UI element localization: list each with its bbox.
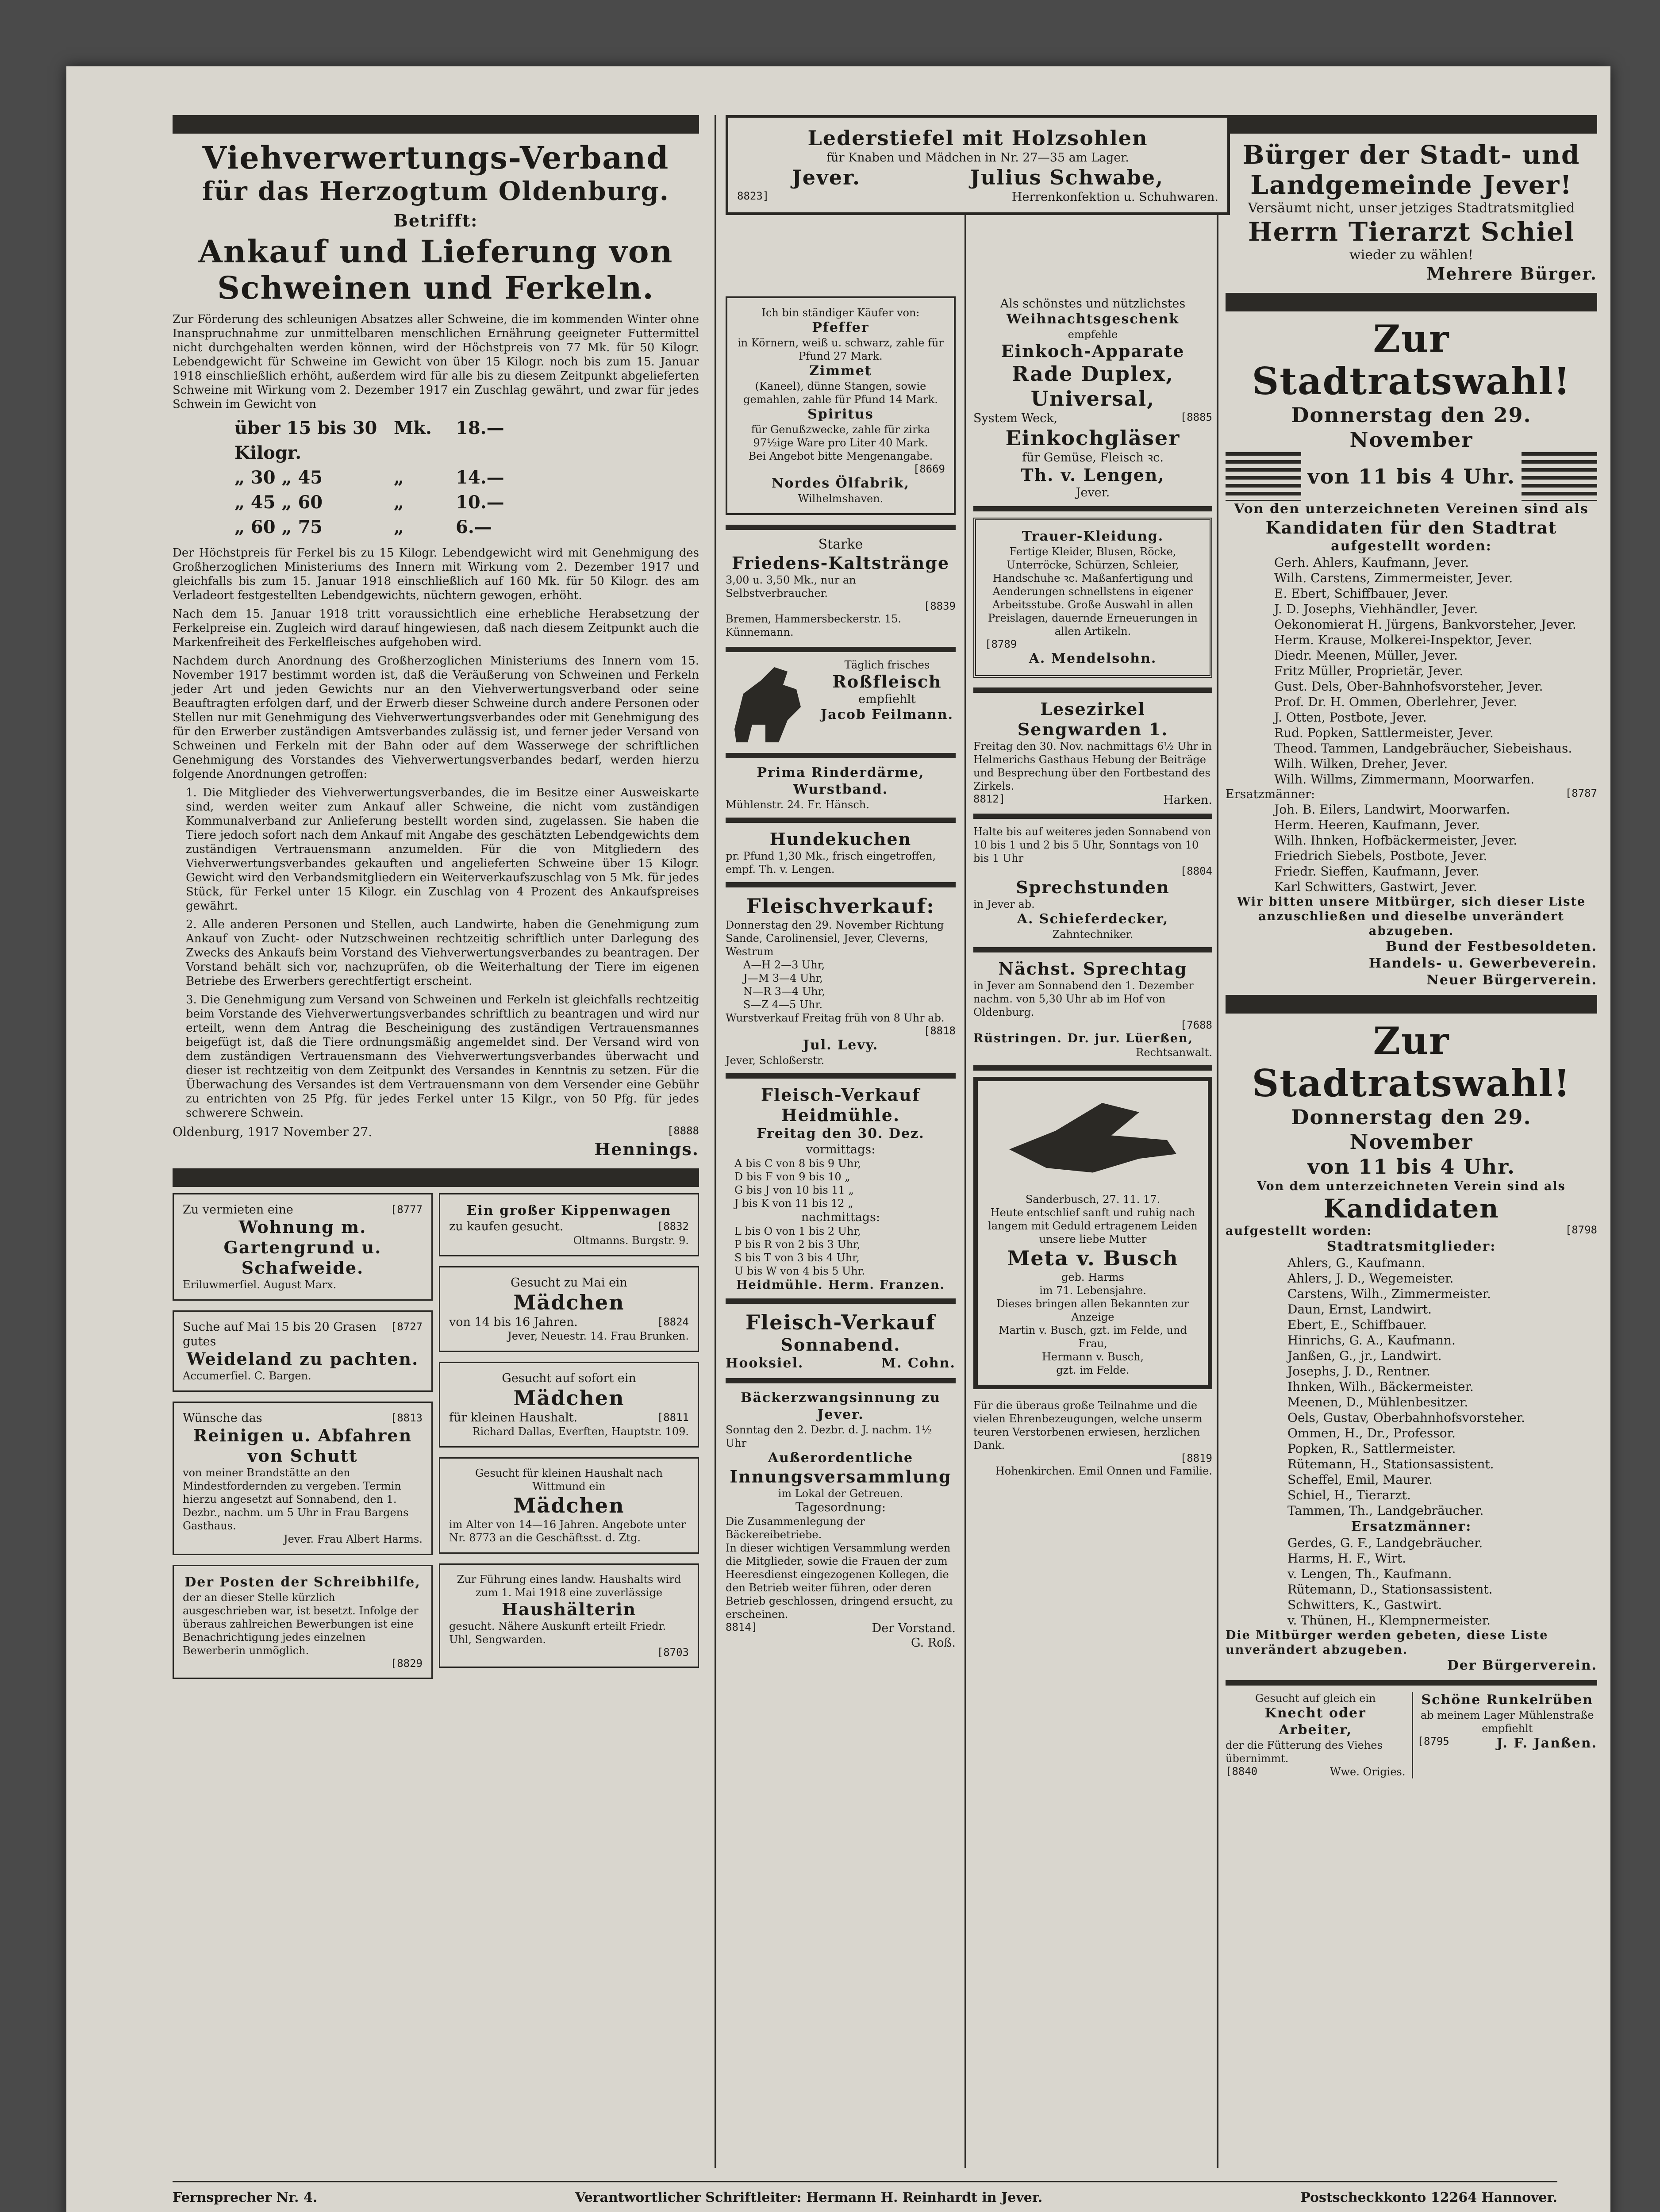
price-row: „ 30 „ 45 „ 14.— [234,467,504,488]
price-row: „ 60 „ 75 „ 6.— [234,517,492,538]
ad-friedens: Starke Friedens-Kaltstränge 3,00 u. 3,50 Mk., nur an Selbstverbraucher. [8839 Bremen, Hammersbeckerstr. 15. Künnemann. [726,537,956,638]
decorative-stripes [1226,452,1301,501]
divider [726,525,956,530]
notice-item: 2. Alle anderen Personen und Stellen, auch Landwirte, haben die Genehmigung zum Ankauf von Zucht- oder Nutzschweinen rechtzeitig schriftlich unter Darlegung des Zwecks des Ankaufs beim Vorstand des Viehverwertungsverbandes zu beantragen. Der Vorstand behält sich vor, nachzuprüfen, ob die Weiterhaltung der Tiere im eigenen Betriebe des Erwerbers gerechtfertigt erscheint. [186,918,699,988]
ad-sprechtag: Nächst. Sprechtag in Jever am Sonnabend den 1. Dezember nachm. von 5,30 Uhr ab im Hof von Oldenburg. [7688 Rüstringen. Dr. jur. Lüerßen, Rechtsanwalt. [973,959,1212,1059]
ad-rossfleisch: Täglich frisches Roßfleisch empfiehlt Jacob Feilmann. [726,658,956,747]
death-notice: Sanderbusch, 27. 11. 17. Heute entschlief sanft und ruhig nach langem mit Geduld ertragenem Leiden unsere liebe Mutter Meta v. Busch geb. Harms im 71. Lebensjahre. Dieses bringen allen Bekannten zur Anzeige Martin v. Busch, gzt. im Felde, und Frau, Hermann v. Busch, gzt. im Felde. [973,1077,1212,1389]
verband-title: Viehverwertungs-Verband [202,139,669,176]
price-row: über 15 bis 30 Kilogr. Mk. 18.— [234,418,504,463]
ad-fleischverkauf-hooksiel: Fleisch-Verkauf Sonnabend. Hooksiel. M. Cohn. [726,1310,956,1371]
ad-hundekuchen: Hundekuchen pr. Pfund 1,30 Mk., frisch eingetroffen, empf. Th. v. Lengen. [726,829,936,876]
column-rule [715,115,716,2168]
schiel-name: Herrn Tierarzt Schiel [1248,217,1575,247]
election-ad-1: Zur Stadtratswahl! Donnerstag den 29. November von 11 bis 4 Uhr. Von den unterzeichneten Vereinen sind als Kandidaten für den Stadtrat aufgestellt worden: Gerh. Ahlers, Kaufmann, Jever. Wilh. Carstens, Zimmermeister, Jever. E. Ebert, Schiffbauer, Jever. J. D. Josephs, Viehhändler, Jever. Oekonomierat H. Jürgens, Bankvorsteher, Jever. Herm. Krause, Molkerei-Inspektor, Jever. Diedr. Meenen, Müller, Jever. Fritz Müller, Proprietär, Jever. Gust. Dels, Ober-Bahnhofsvorsteher, Jever. Prof. Dr. H. Ommen, Oberlehrer, Jever. J. Otten, Postbote, Jever. Rud. Popken, Sattlermeister, Jever. Theod. Tammen, Landgebräucher, Siebeishaus. Wilh. Wilken, Dreher, Jever. Wilh. Willms, Zimmermann, Moorwarfen. Ersatzmänner: [8787 Joh. B. Eilers, Landwirt, Moorwarfen. Herm. Heeren, Kaufmann, Jever. Wilh. Ihnken, Hofbäckermeister, Jever. Friedrich Siebels, Postbote, Jever. Friedr. Sieffen, Kaufmann, Jever. Karl Schwitters, Gastwirt, Jever. Wir bitten unsere Mitbürger, sich dieser Liste anzuschließen und dieselbe unverändert abzugeben. Bund der Festbesoldeten. Handels- u. Gewerbeverein. Neuer Bürgerverein. [1226,317,1597,988]
substitute-list: Joh. B. Eilers, Landwirt, Moorwarfen. Herm. Heeren, Kaufmann, Jever. Wilh. Ihnken, Hofbäckermeister, Jever. Friedrich Siebels, Postbote, Jever. Friedr. Sieffen, Kaufmann, Jever. Karl Schwitters, Gastwirt, Jever. [1274,802,1518,894]
divider [173,1168,699,1187]
ad-schreibhilfe: Der Posten der Schreibhilfe, der an dieser Stelle kürzlich ausgeschrieben war, ist besetzt. Infolge der überaus zahlreichen Bewerbungen ist eine Benachrichtigung jedes einzelnen Bewerberin unmöglich. [8829 [173,1565,433,1679]
ad-maedchen-2: Gesucht auf sofort ein Mädchen für kleinen Haushalt. [8811 Richard Dallas, Everften, Hauptstr. 109. [439,1362,699,1448]
column-rule [964,115,966,2168]
election-ad-2: Zur Stadtratswahl! Donnerstag den 29. November von 11 bis 4 Uhr. Von dem unterzeichneten Verein sind als Kandidaten aufgestellt worden: [8798 Stadtratsmitglieder: Ahlers, G., Kaufmann. Ahlers, J. D., Wegemeister. Carstens, Wilh., Zimmermeister. Daun, Ernst, Landwirt. Ebert, E., Schiffbauer. Hinrichs, G. A., Kaufmann. Janßen, G., jr., Landwirt. Josephs, J. D., Rentner. Ihnken, Wilh., Bäckermeister. Meenen, D., Mühlenbesitzer. Oels, Gustav, Oberbahnhofsvorsteher. Ommen, H., Dr., Professor. Popken, R., Sattlermeister. Rütemann, H., Stationsassistent. Scheffel, Emil, Maurer. Schiel, H., Tierarzt. Tammen, Th., Landgebräucher. Ersatzmänner: Gerdes, G. F., Landgebräucher. Harms, H. F., Wirt. v. Lengen, Th., Kaufmann. Rütemann, D., Stationsassistent. Schwitters, K., Gastwirt. v. Thünen, H., Klempnermeister. Die Mitbürger werden gebeten, diese Liste unverändert abzugeben. Der Bürgerverein. [1226,1019,1597,1673]
price-row: „ 45 „ 60 „ 10.— [234,492,504,513]
ad-wohnung: Zu vermieten eine [8777 Wohnung m. Gartengrund u. Schafweide. Eriluwmerſiel. August Marx. [173,1193,433,1301]
ad-haushaelterin: Zur Führung eines landw. Haushalts wird zum 1. Mai 1918 eine zuverlässige Haushälterin gesucht. Nähere Auskunft erteilt Friedr. Uhl, Sengwarden. [8703 [439,1563,699,1668]
footer [173,2190,1557,2205]
ad-pfeffer: Ich bin ständiger Käufer von: Pfeffer in Körnern, weiß u. schwarz, zahle für Pfund 27 Mark. Zimmet (Kaneel), dünne Stangen, sowie gemahlen, zahle für Pfund 14 Mark. Spiritus für Genußzwecke, zahle für zirka 97½ige Ware pro Liter 40 Mark. Bei Angebot bitte Mengenangabe. [8669 Nordes Ölfabrik, Wilhelmshaven. [726,296,956,515]
divider [726,818,956,823]
dove-illustration [1000,1094,1186,1187]
divider [726,647,956,652]
column-3 [973,296,1212,1478]
ad-fleischverkauf-1: Fleischverkauf: Donnerstag den 29. November Richtung Sande, Carolinensiel, Jever, Cleverns, Westrum A—H 2—3 Uhr, J—M 3—4 Uhr, N—R 3—4 Uhr, S—Z 4—5 Uhr. Wurstverkauf Freitag früh von 8 Uhr ab. [8818 Jul. Levy. Jever, Schloßerstr. [726,894,956,1067]
small-ads [173,1193,699,1689]
divider [726,882,956,887]
notice-headline: Ankauf und Lieferung von Schweinen und Ferkeln. [198,233,673,306]
ad-knecht: Gesucht auf gleich ein Knecht oder Arbeiter, der die Fütterung des Viehes übernimmt. [8840 Wwe. Origies. [1226,1692,1406,1778]
ad-runkelrueben: Schöne Runkelrüben ab meinem Lager Mühlenstraße empfiehlt [8795 J. F. Janßen. [1412,1692,1598,1778]
ad-weihnachtsgeschenk: Als schönstes und nützlichstes Weihnachtsgeschenk empfehle Einkoch-Apparate Rade Duplex, Universal, System Weck, [8885 Einkochgläser für Gemüse, Fleisch ꝛc. Th. v. Lengen, Jever. [973,297,1212,499]
divider [973,687,1212,693]
substitute-list: Gerdes, G. F., Landgebräucher. Harms, H. F., Wirt. v. Lengen, Th., Kaufmann. Rütemann, D., Stationsassistent. Schwitters, K., Gastwirt. v. Thünen, H., Klempnermeister. [1287,1536,1493,1628]
small-ads-right [439,1193,699,1689]
divider [173,115,699,134]
ad-kippenwagen: Ein großer Kippenwagen zu kaufen gesucht. [8832 Oltmanns. Burgstr. 9. [439,1193,699,1256]
notice-item: 1. Die Mitglieder des Viehverwertungsverbandes, die im Besitze einer Ausweiskarte sind, werden weiter zum Ankauf aller Schweine, die nicht vom zuständigen Kommunalverband zur Anlieferung bestellt worden sind, zugelassen. Sie haben die Tiere jedoch sofort nach dem Ankauf mit Angabe des geschätzten Lebendgewichts dem zuständigen Vertrauensmann anzumelden. Für die von Mitgliedern des Viehverwertungsverbandes gekauften und angelieferten Schweine über 15 Kilogr. Gewicht wird den Verbandsmitgliedern ein Weiterverkaufszuschlag von 5 Mk. für jedes Stück, für Ferkel unter 15 Kilogr. ein Zuschlag von 4 Prozent des Ankaufspreises gewährt. [186,786,699,913]
divider [973,506,1212,511]
footer-rule [173,2181,1557,2182]
ad-fleischverkauf-heidmuehle: Fleisch-Verkauf Heidmühle. Freitag den 30. Dez. vormittags: A bis C von 8 bis 9 Uhr, D bis F von 9 bis 10 „ G bis J von 10 bis 11 „ J bis K von 11 bis 12 „ nachmittags: L bis O von 1 bis 2 Uhr, P bis R von 2 bis 3 Uhr, S bis T von 3 bis 4 Uhr, U bis W von 4 bis 5 Uhr. Heidmühle. Herm. Franzen. [734,1085,945,1292]
notice-item: 3. Die Genehmigung zum Versand von Schweinen und Ferkeln ist gleichfalls rechtzeitig beim Vorstande des Viehverwertungsverbandes schriftlich zu beantragen und wird nur erteilt, wenn dem Antrag die Bescheinigung des zuständigen Vertrauensmannes beigefügt ist, daß die Tiere ordnungsmäßig angemeldet sind. Der Versand wird von dem zuständigen Vertrauensmann des Viehverwertungsverbandes überwacht und dieser ist rechtzeitig von dem Zeitpunkt des Versandes in Kenntnis zu setzen. Für die Überwachung des Versandes ist dem Vertrauensmann von dem Versender eine Gebühr zu entrichten von 25 Pfg. für jedes Ferkel unter 15 Kilgr., von 50 Pfg. für jedes schwerere Schwein. [186,993,699,1120]
signature: Hennings. [594,1139,699,1159]
column-4: Bürger der Stadt- und Landgemeinde Jever! Versäumt nicht, unser jetziges Stadtratsmitglied Herrn Tierarzt Schiel wieder zu wählen! Mehrere Bürger. Zur Stadtratswahl! Donnerstag den 29. November von 11 bis 4 Uhr. Von den unterzeichneten Vereinen sind als Kandidaten für den Stadtrat aufgestellt worden: Gerh. Ahlers, Kaufmann, Jever. Wilh. Carstens, Zimmermeister, Jever. E. Ebert, Schiffbauer, Jever. J. D. Josephs, Viehhändler, Jever. Oekonomierat H. Jürgens, Bankvorsteher, Jever. Herm. Krause, Molkerei-Inspektor, Jever. Diedr. Meenen, Müller, Jever. Fritz Müller, Proprietär, Jever. Gust. Dels, Ober-Bahnhofsvorsteher, Jever. Prof. Dr. H. Ommen, Oberlehrer, Jever. J. Otten, Postbote, Jever. Rud. Popken, Sattlermeister, Jever. Theod. Tammen, Landgebräucher, Siebeishaus. Wilh. Wilken, Dreher, Jever. Wilh. Willms, Zimmermann, Moorwarfen. Ersatzmänner: [8787 Joh. B. Eilers, Landwirt, Moorwarfen. Herm. Heeren, Kaufmann, Jever. Wilh. Ihnken, Hofbäckermeister, Jever. Friedrich Siebels, Postbote, Jever. Friedr. Sieffen, Kaufmann, Jever. Karl Schwitters, Gastwirt, Jever. Wir bitten unsere Mitbürger, sich dieser Liste anzuschließen und dieselbe unverändert abzugeben. Bund der Festbesoldeten. Handels- u. Gewerbeverein. Neuer Bürgerverein. Zur Stadtratswahl! Donnerstag den 29. November von 11 bis 4 Uhr. Von dem unterzeichneten Verein sind als Kandidaten aufgestellt worden: [8798 Stadtratsmitglieder: Ahlers, G., Kaufmann. Ahlers, J. D., Wegemeister. Carstens, Wilh., Zimmermeister. Daun, Ernst, Landwirt. Ebert, E., Schiffbauer. Hinrichs, G. A., Kaufmann. Janßen, G., jr., Landwirt. Josephs, J. D., Rentner. Ihnken, Wilh., Bäckermeister. Meenen, D., Mühlenbesitzer. Oels, Gustav, Oberbahnhofsvorsteher. Ommen, H., Dr., Professor. Popken, R., Sattlermeister. Rütemann, H., Stationsassistent. Scheffel, Emil, Maurer. Schiel, H., Tierarzt. Tammen, Th., Landgebräucher. Ersatzmänner: Gerdes, G. F., Landgebräucher. Harms, H. F., Wirt. v. Lengen, Th., Kaufmann. Rütemann, D., Stationsassistent. Schwitters, K., Gastwirt. v. Thünen, H., Klempnermeister. Die Mitbürger werden gebeten, diese Liste unverändert abzugeben. Der Bürgerverein. Gesucht auf gleich ein Knecht oder Arbeiter, der die Fütterung des Viehes übernimmt. [8840 Wwe. Origies. Schöne Runkelrüben ab meinem Lager Mühlenstraße empfiehlt [8795 J. F. Janßen. [1226,115,1597,1778]
notice-paragraph: Der Höchstpreis für Ferkel bis zu 15 Kilogr. Lebendgewicht wird mit Genehmigung des Großherzoglichen Ministeriums des Innern mit Wirkung vom 2. Dezember 1917 und gleichfalls bis zum 15. Januar 1918 einschließlich auf 160 Mk. für 50 Kilogr. des am Verladeort festgestellten Lebendgewichts, nüchtern gewogen, erhöht. [173,546,699,602]
ad-maedchen-3: Gesucht für kleinen Haushalt nach Wittmund ein Mädchen im Alter von 14—16 Jahren. Angebote unter Nr. 8773 an die Geschäftsst. d. Ztg. [439,1457,699,1554]
footer-phone: Fernsprecher Nr. 4. [173,2190,318,2205]
ad-sprechstunden: Halte bis auf weiteres jeden Sonnabend von 10 bis 1 und 2 bis 5 Uhr, Sonntags von 10 bis 1 Uhr [8804 Sprechstunden in Jever ab. A. Schieferdecker, Zahntechniker. [973,826,1212,941]
dateline-row [173,1125,699,1139]
divider [973,947,1212,952]
divider [726,1298,956,1304]
ad-baeckerinnung: Bäckerzwangsinnung zu Jever. Sonntag den 2. Dezbr. d. J. nachm. 1½ Uhr Außerordentliche Innungsversammlung im Lokal der Getreuen. Tagesordnung: Die Zusammenlegung der Bäckereibetriebe. In dieser wichtigen Versammlung werden die Mitglieder, sowie die Frauen der zum Heeresdienst eingezogenen Kollegen, die den Betrieb weiter führen, oder deren Betrieb geschlossen, dringend ersucht, zu erscheinen. 8814] Der Vorstand. G. Roß. [726,1390,956,1650]
notice-paragraph: Nachdem durch Anordnung des Großherzoglichen Ministeriums des Innern vom 15. November 1917 bestimmt worden ist, daß die Veräußerung von Schweinen und Ferkeln jeder Art und jeden Gewichts nur an den Viehverwertungsverband oder seine Beauftragten erfolgen darf, und der Erwerb dieser Schweine durch andere Personen oder Stellen nur mit Genehmigung des Viehverwertungsverbandes oder mit Genehmigung des für den Erwerber zuständigen Amtsverbandes zulässig ist, und ferner jeder Versand von Schweinen und Ferkeln mit der Bahn oder auf dem Wasserwege der schriftlichen Genehmigung des Vorstandes des Viehverwertungsverbandes bedarf, werden hierzu folgende Anordnungen getroffen: [173,654,699,781]
ad-trauerkleidung: Trauer-Kleidung. Fertige Kleider, Blusen, Röcke, Unterröcke, Schürzen, Schleier, Handschuhe ꝛc. Maßanfertigung und Aenderungen schnellstens in eigener Arbeitsstube. Große Auswahl in allen Preislagen, dauernde Erneuerungen in allen Artikeln. [8789 A. Mendelsohn. [973,518,1212,678]
newspaper-page [66,66,1610,2212]
divider [1226,1680,1597,1686]
verband-subtitle: für das Herzogtum Oldenburg. [202,176,670,206]
footer-postcheck: Postscheckkonto 12264 Hannover. [1300,2190,1557,2205]
betrifft-label: Betrifft: [393,211,478,230]
divider [1226,115,1597,134]
divider [726,1378,956,1383]
divider [726,753,956,758]
thanks-notice: Für die überaus große Teilnahme und die vielen Ehrenbezeugungen, welche unserm teuren Verstorbenen erwiesen, herzlichen Dank. [8819 Hohenkirchen. Emil Onnen und Familie. [973,1399,1212,1477]
candidate-list: Ahlers, G., Kaufmann. Ahlers, J. D., Wegemeister. Carstens, Wilh., Zimmermeister. Daun, Ernst, Landwirt. Ebert, E., Schiffbauer. Hinrichs, G. A., Kaufmann. Janßen, G., jr., Landwirt. Josephs, J. D., Rentner. Ihnken, Wilh., Bäckermeister. Meenen, D., Mühlenbesitzer. Oels, Gustav, Oberbahnhofsvorsteher. Ommen, H., Dr., Professor. Popken, R., Sattlermeister. Rütemann, H., Stationsassistent. Scheffel, Emil, Maurer. Schiel, H., Tierarzt. Tammen, Th., Landgebräucher. [1287,1256,1525,1518]
notice-intro: Zur Förderung des schleunigen Absatzes aller Schweine, die im kommenden Winter ohne Inanspruchnahme zur unmittelbaren menschlichen Ernährung geeigneter Futtermittel nicht durchgehalten werden können, wird der Höchstpreis von 77 Mk. für 50 Kilogr. Lebendgewicht für Schweine im Gewicht von über 15 Kilogr. noch bis zum 15. Januar 1918 einschließlich erhöht, außerdem wird für alle bis zu diesem Zeitpunkt abgelieferten Schweine mit Wirkung vom 2. Dezember 1917 ein Zuschlag gewährt, und zwar für jedes Schwein im Gewicht von [173,313,699,411]
ref-number: [8888 [667,1125,699,1137]
ad-schutt: Wünsche das [8813 Reinigen u. Abfahren von Schutt von meiner Brandstätte an den Mindestfordernden zu vergeben. Termin hierzu angesetzt auf Sonnabend, den 1. Dezbr., nachm. um 5 Uhr in Frau Bargens Gasthaus. Jever. Frau Albert Harms. [173,1402,433,1555]
ad-lesezirkel: Lesezirkel Sengwarden 1. Freitag den 30. Nov. nachmittags 6½ Uhr in Helmerichs Gasthaus Hebung der Beiträge und Besprechung über den Fortbestand des Zirkels. 8812] Harken. [973,699,1212,807]
column-1 [173,115,699,1689]
ad-lederstiefel: Lederstiefel mit Holzsohlen für Knaben und Mädchen in Nr. 27—35 am Lager. Jever. Julius Schwabe, 8823] Herrenkonfektion u. Schuhwaren. [726,115,1230,215]
column-rule [1217,115,1218,2168]
footer-editor: Verantwortlicher Schriftleiter: Hermann H. Reinhardt in Jever. [575,2190,1043,2205]
price-table [173,416,699,540]
ad-maedchen-1: Gesucht zu Mai ein Mädchen von 14 bis 16 Jahren. [8824 Jever, Neuestr. 14. Frau Brunken. [439,1266,699,1352]
horse-illustration [726,658,814,747]
small-ads-left [173,1193,433,1689]
candidate-list: Gerh. Ahlers, Kaufmann, Jever. Wilh. Carstens, Zimmermeister, Jever. E. Ebert, Schiffbauer, Jever. J. D. Josephs, Viehhändler, Jever. Oekonomierat H. Jürgens, Bankvorsteher, Jever. Herm. Krause, Molkerei-Inspektor, Jever. Diedr. Meenen, Müller, Jever. Fritz Müller, Proprietär, Jever. Gust. Dels, Ober-Bahnhofsvorsteher, Jever. Prof. Dr. H. Ommen, Oberlehrer, Jever. J. Otten, Postbote, Jever. Rud. Popken, Sattlermeister, Jever. Theod. Tammen, Landgebräucher, Siebeishaus. Wilh. Wilken, Dreher, Jever. Wilh. Willms, Zimmermann, Moorwarfen. [1274,555,1576,787]
divider [1226,293,1597,311]
divider [1226,995,1597,1014]
buerger-title: Bürger der Stadt- und Landgemeinde Jever! [1242,140,1580,200]
notice-paragraph: Nach dem 15. Januar 1918 tritt voraussichtlich eine erhebliche Herabsetzung der Ferkelpreise ein. Zugleich wird darauf hingewiesen, daß nach diesem Zeitpunkt auch die Markenfreiheit des Ferkelfleisches aufgehoben wird. [173,607,699,649]
ad-rinderdaerme: Prima Rinderdärme, Wurstband. Mühlenstr. 24. Fr. Hänsch. [726,765,925,811]
divider [973,1065,1212,1071]
divider [973,814,1212,819]
bottom-ads [1226,1692,1597,1778]
divider [726,1073,956,1079]
dateline: Oldenburg, 1917 November 27. [173,1125,373,1139]
ad-weideland: Suche auf Mai 15 bis 20 Grasen gutes [8727 Weideland zu pachten. Accumerſiel. C. Bargen. [173,1310,433,1392]
decorative-stripes [1522,452,1597,501]
